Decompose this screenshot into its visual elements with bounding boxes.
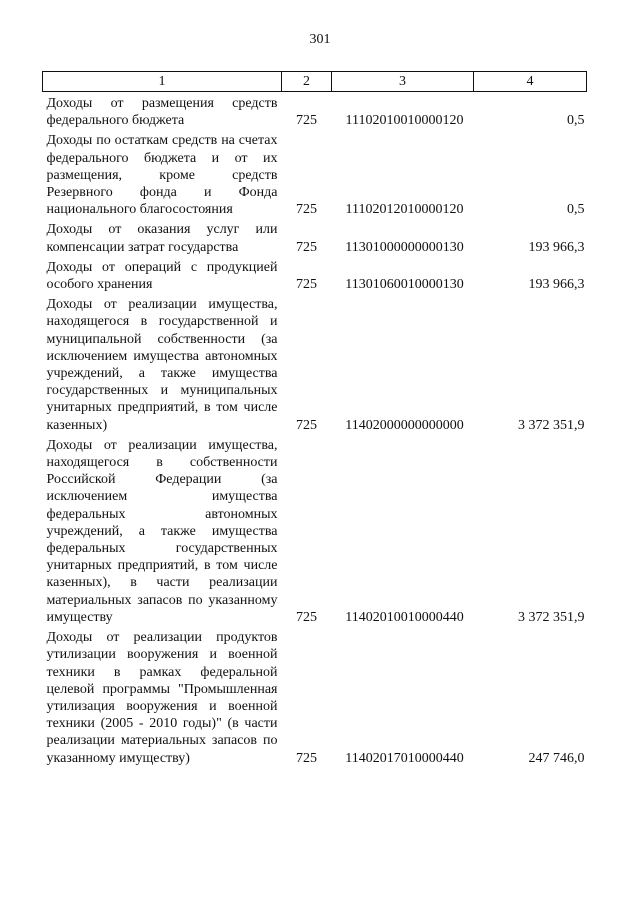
row-description: Доходы от размещения средств федерального бюджета [46,96,278,129]
budget-table [42,71,587,767]
row-admin-code: 725 [296,609,317,625]
row-description: Доходы от реализации продуктов утилизации вооружения и военной техники в рамках федеральной целевой программы "Промышленная утилизация вооружения и военной техники (2005 - 2010 годы)" (в части реализации материальных запасов по указанному имуществу) [46,630,278,766]
row-budget-code: 11102010010000120 [345,113,464,129]
row-description: Доходы от реализации имущества, находящегося в государственной и муниципальной собственности (за исключением имущества автономных учреждений, а также имущества государственных и муниципальных унитарных предприятий, в том числе казенных) [46,297,278,433]
row-description: Доходы по остаткам средств на счетах федерального бюджета и от их размещения, кроме средств Резервного фонда и Фонда национального благосостояния [46,133,278,218]
table-row [43,434,587,626]
row-budget-code: 11402017010000440 [345,750,464,766]
row-budget-code: 11402010010000440 [345,609,464,625]
row-budget-code: 11102012010000120 [345,202,464,218]
row-amount: 247 746,0 [528,750,585,766]
table-row [43,626,587,767]
column-header-3: 3 [332,72,474,92]
page-number: 301 [309,32,331,47]
row-amount: 193 966,3 [528,239,585,255]
row-amount: 3 372 351,9 [518,609,585,625]
row-budget-code: 11301060010000130 [345,277,464,293]
row-admin-code: 725 [296,239,317,255]
column-header-1: 1 [43,72,282,92]
row-description: Доходы от операций с продукцией особого хранения [46,259,278,293]
row-amount: 193 966,3 [528,277,585,293]
row-admin-code: 725 [296,202,317,218]
row-description: Доходы от оказания услуг или компенсации затрат государства [46,222,278,255]
row-budget-code: 11402000000000000 [345,417,464,433]
row-admin-code: 725 [296,750,317,766]
row-amount: 0,5 [567,113,585,129]
row-admin-code: 725 [296,277,317,293]
row-admin-code: 725 [296,417,317,433]
table-row [43,129,587,218]
table-row [43,218,587,255]
row-budget-code: 11301000000000130 [345,239,464,255]
row-amount: 3 372 351,9 [518,417,585,433]
row-amount: 0,5 [567,202,585,218]
table-row [43,92,587,130]
column-header-2: 2 [282,72,332,92]
table-row [43,293,587,434]
column-header-4: 4 [474,72,587,92]
table-row [43,256,587,293]
row-description: Доходы от реализации имущества, находящегося в собственности Российской Федерации (за исключением имущества федеральных автономных учреждений, а также имущества федеральных государственных унитарных предприятий, в том числе казенных), в части реализации материальных запасов по указанному имуществу [46,437,278,625]
table-header-row [43,72,587,92]
row-admin-code: 725 [296,113,317,129]
